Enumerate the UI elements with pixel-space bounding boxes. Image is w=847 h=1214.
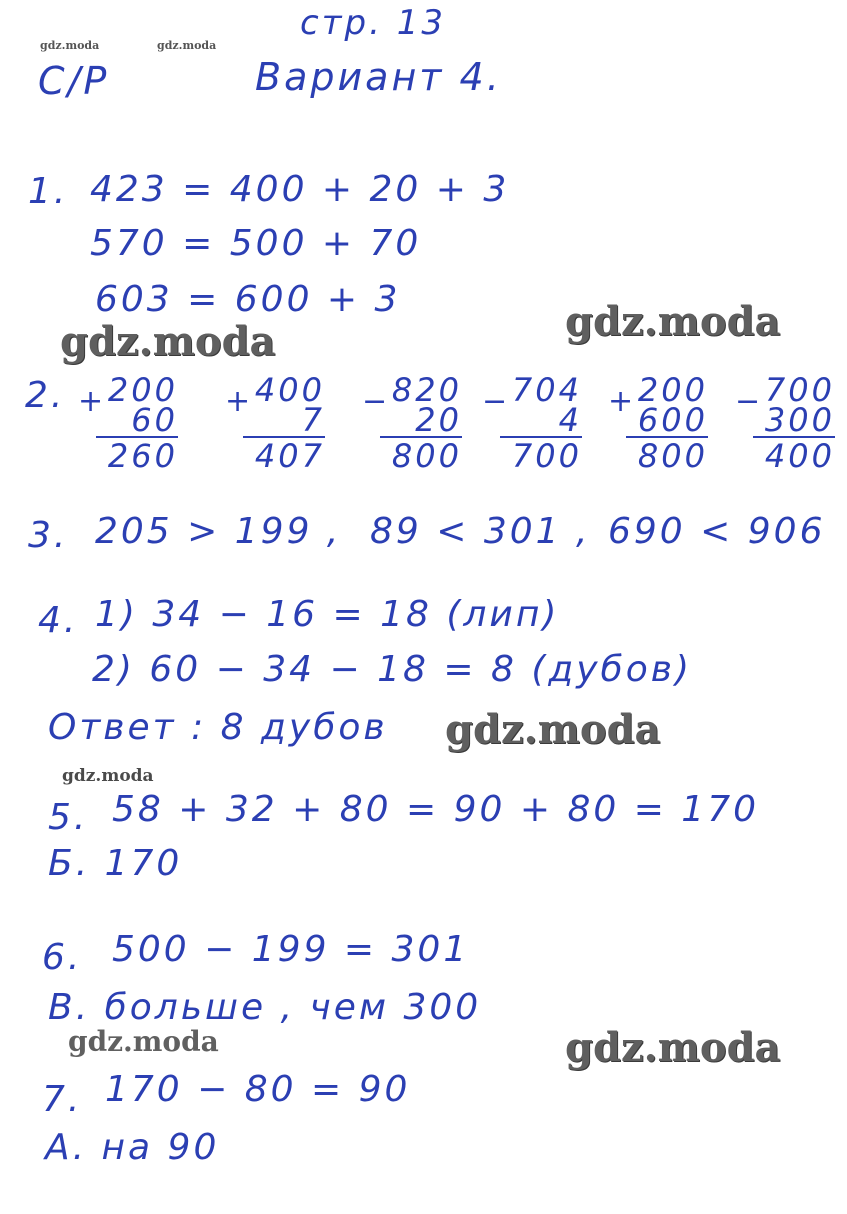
column-result: 800 bbox=[637, 437, 708, 475]
column-operand-a: 704 bbox=[511, 371, 582, 409]
task3-comparison-1: 205 > 199 , bbox=[95, 511, 342, 552]
watermark-large-3: gdz.moda bbox=[445, 706, 661, 753]
column-operand-a: 820 bbox=[391, 371, 462, 409]
watermark-tiny-1: gdz.moda bbox=[40, 39, 100, 52]
task5-number: 5. bbox=[48, 797, 89, 838]
task6-answer: В. больше , чем 300 bbox=[48, 987, 482, 1028]
column-result: 700 bbox=[511, 437, 582, 475]
column-operand-b: 4 bbox=[558, 401, 582, 439]
column-operand-a: 700 bbox=[764, 371, 835, 409]
task6-line: 500 − 199 = 301 bbox=[112, 929, 470, 970]
task6-number: 6. bbox=[42, 937, 83, 978]
column-operand-b: 300 bbox=[764, 401, 835, 439]
column-operand-b: 60 bbox=[131, 401, 178, 439]
watermark-large-1: gdz.moda bbox=[60, 318, 276, 365]
task7-line: 170 − 80 = 90 bbox=[105, 1069, 411, 1110]
column-sign: + bbox=[608, 384, 634, 419]
task5-line: 58 + 32 + 80 = 90 + 80 = 170 bbox=[112, 789, 760, 830]
column-operand-a: 400 bbox=[254, 371, 325, 409]
column-sign: − bbox=[362, 384, 388, 419]
column-result: 407 bbox=[254, 437, 325, 475]
column-result: 800 bbox=[391, 437, 462, 475]
task1-line-1: 423 = 400 + 20 + 3 bbox=[90, 169, 510, 210]
column-operand-a: 200 bbox=[107, 371, 178, 409]
task5-answer: Б. 170 bbox=[48, 843, 183, 884]
task2-number: 2. bbox=[25, 375, 66, 416]
watermark-mid-1: gdz.moda bbox=[68, 1025, 219, 1058]
column-sign: − bbox=[735, 384, 761, 419]
task3-comparison-3: 690 < 906 bbox=[608, 511, 826, 552]
watermark-small-1: gdz.moda bbox=[62, 766, 154, 786]
left-mark: С/Р bbox=[38, 59, 110, 103]
watermark-large-2: gdz.moda bbox=[565, 298, 781, 345]
column-operand-b: 600 bbox=[637, 401, 708, 439]
task4-answer: Ответ : 8 дубов bbox=[48, 707, 388, 748]
task1-line-3: 603 = 600 + 3 bbox=[95, 279, 401, 320]
column-result: 260 bbox=[107, 437, 178, 475]
watermark-large-4: gdz.moda bbox=[565, 1024, 781, 1071]
column-sign: − bbox=[482, 384, 508, 419]
task4-step-1: 1) 34 − 16 = 18 (лип) bbox=[95, 594, 560, 635]
page-reference: стр. 13 bbox=[300, 3, 446, 43]
task1-number: 1. bbox=[28, 171, 69, 212]
task4-number: 4. bbox=[38, 600, 79, 641]
column-operand-a: 200 bbox=[637, 371, 708, 409]
task1-line-2: 570 = 500 + 70 bbox=[90, 223, 422, 264]
column-result: 400 bbox=[764, 437, 835, 475]
column-operand-b: 20 bbox=[415, 401, 462, 439]
task7-answer: А. на 90 bbox=[45, 1127, 220, 1168]
column-operand-b: 7 bbox=[301, 401, 325, 439]
watermark-tiny-2: gdz.moda bbox=[157, 39, 217, 52]
column-sign: + bbox=[225, 384, 251, 419]
variant-title: Вариант 4. bbox=[255, 55, 502, 99]
column-sign: + bbox=[78, 384, 104, 419]
task7-number: 7. bbox=[42, 1079, 83, 1120]
task3-comparison-2: 89 < 301 , bbox=[370, 511, 591, 552]
task4-step-2: 2) 60 − 34 − 18 = 8 (дубов) bbox=[92, 649, 693, 690]
task3-number: 3. bbox=[28, 515, 69, 556]
